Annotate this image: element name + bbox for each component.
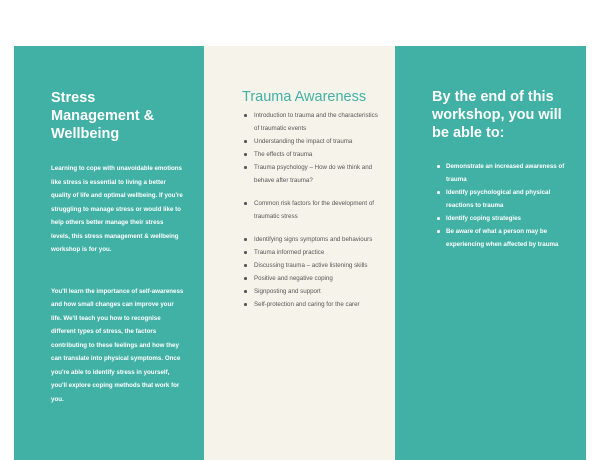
list-item: Trauma informed practice [242, 246, 381, 259]
list-item: Discussing trauma – active listening skills [242, 259, 381, 272]
stress-management-title: Stress Management & Wellbeing [51, 90, 155, 142]
list-item: Common risk factors for the development of traumatic stress [242, 197, 381, 223]
list-item: The effects of trauma [242, 148, 381, 161]
learning-outcomes-list [432, 160, 570, 251]
list-item: Identify psychological and physical reactions to trauma [432, 186, 570, 212]
learning-outcomes-title: By the end of this workshop, you will be able to: [432, 89, 562, 141]
list-item: Identify coping strategies [432, 212, 570, 225]
list-item: Signposting and support [242, 285, 381, 298]
list-item: Introduction to trauma and the characteristics of traumatic events [242, 109, 381, 135]
list-item: Self-protection and caring for the carer [242, 298, 381, 311]
stress-intro-paragraph: Learning to cope with unavoidable emotions like stress is essential to living a better quality of life and optimal wellbeing. If you're struggling to manage stress or would like to help others better manage their stress levels, this stress management & wellbeing workshop is for you. [51, 165, 183, 253]
trauma-topics-list-3 [242, 233, 381, 311]
list-item: Identifying signs symptoms and behaviours [242, 233, 381, 246]
trauma-topics-list-1 [242, 109, 381, 187]
stress-details-paragraph: You'll learn the importance of self-awareness and how small changes can improve your life. We'll teach you how to recognise different types of stress, the factors contributing to these feelings and how they can translate into physical symptoms. Once you're able to identify stress in yourself, you'll explore coping methods that work for you. [51, 287, 184, 403]
stress-management-panel [14, 46, 204, 460]
list-item: Demonstrate an increased awareness of trauma [432, 160, 570, 186]
trauma-awareness-panel [204, 46, 395, 460]
list-item: Trauma psychology – How do we think and behave after trauma? [242, 161, 381, 187]
trauma-awareness-title: Trauma Awareness [242, 89, 367, 105]
list-item: Positive and negative coping [242, 272, 381, 285]
trauma-topics-list-2 [242, 197, 381, 223]
list-item: Be aware of what a person may be experiencing when affected by trauma [432, 225, 570, 251]
list-item: Understanding the impact of trauma [242, 135, 381, 148]
learning-outcomes-panel [395, 46, 586, 460]
